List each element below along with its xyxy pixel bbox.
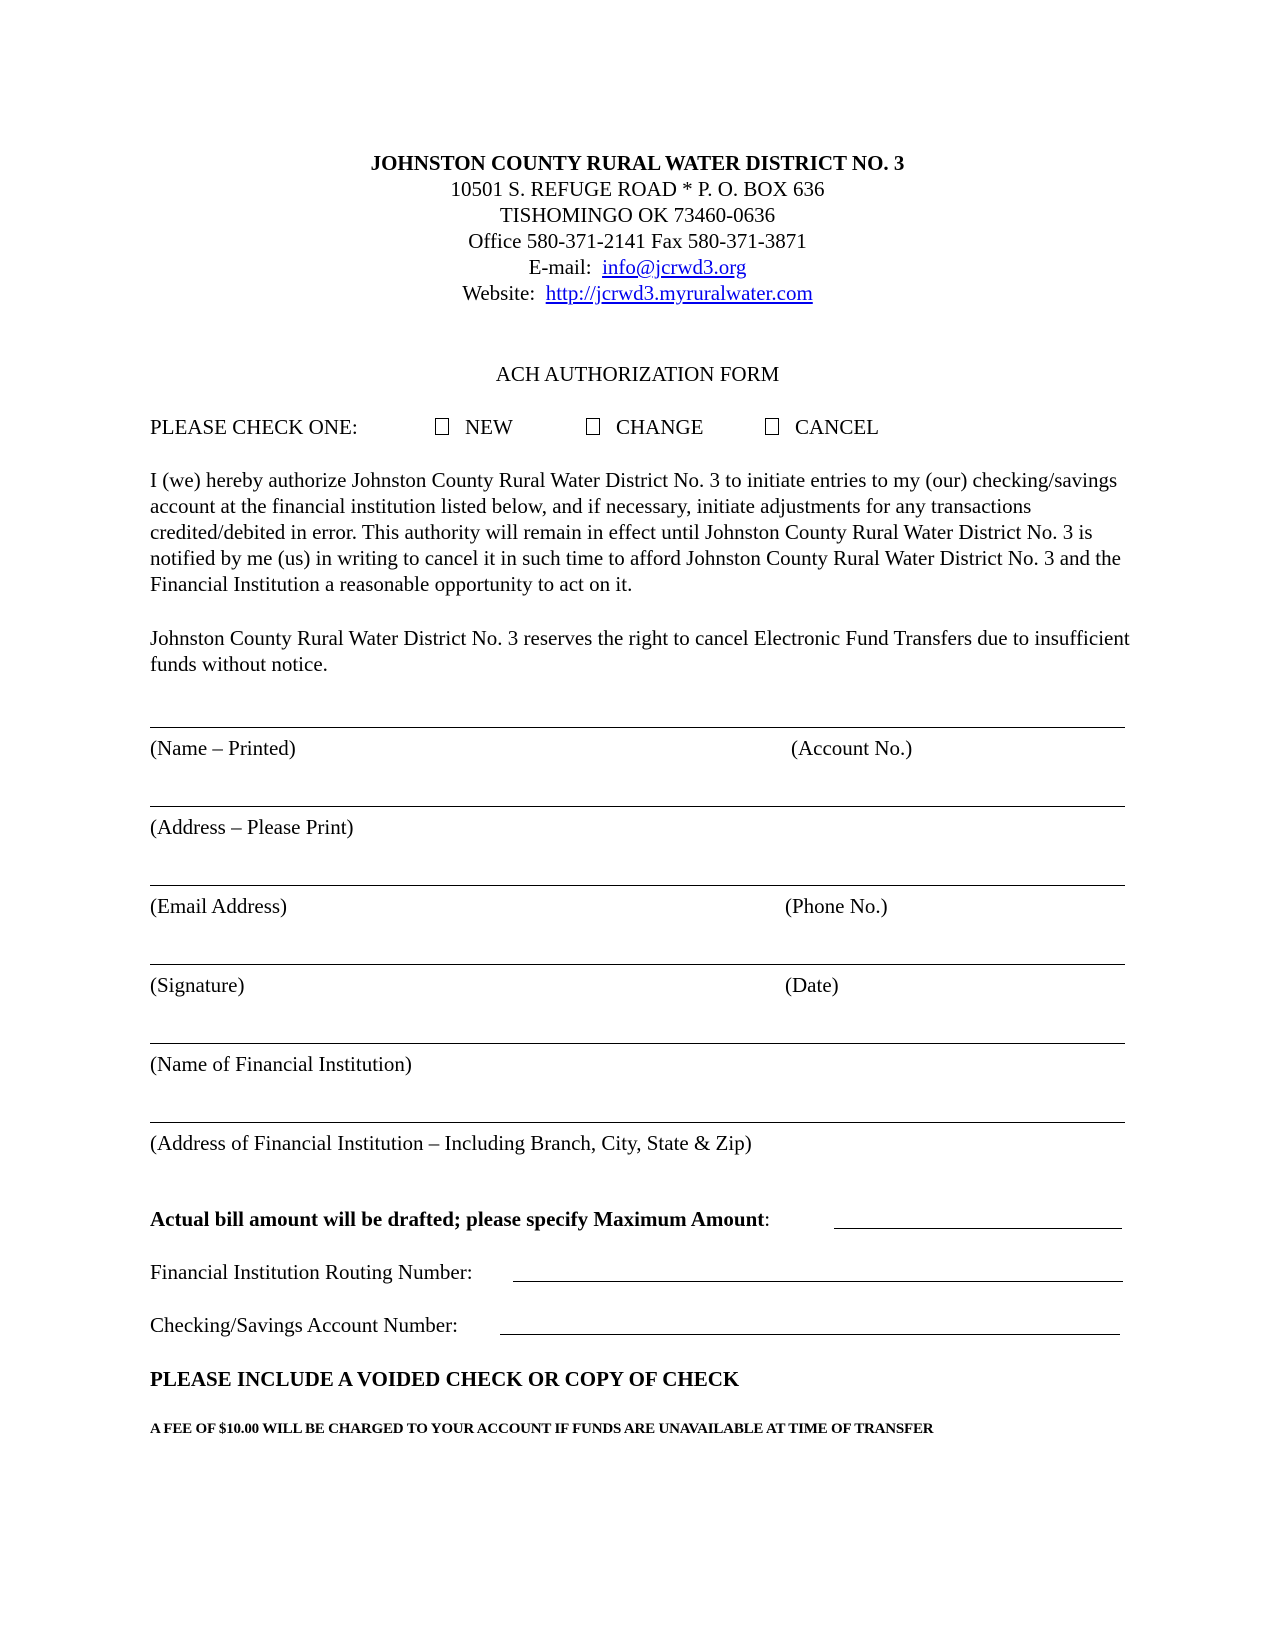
website-label: Website: xyxy=(462,281,536,305)
routing-number-blank[interactable] xyxy=(513,1281,1123,1282)
financial-institution-name-field[interactable] xyxy=(150,1043,1125,1095)
signature-date-field[interactable] xyxy=(150,964,1125,1016)
account-number-row xyxy=(150,1312,1125,1338)
org-address: 10501 S. REFUGE ROAD * P. O. BOX 636 xyxy=(450,177,825,201)
option-change[interactable] xyxy=(586,414,704,440)
email-link[interactable]: info@jcrwd3.org xyxy=(602,255,747,279)
account-number-label: Checking/Savings Account Number: xyxy=(150,1313,458,1337)
org-name: JOHNSTON COUNTY RURAL WATER DISTRICT NO. 3 xyxy=(370,151,905,175)
signature-line[interactable] xyxy=(150,727,1125,728)
date-caption: (Date) xyxy=(785,973,839,997)
option-change-label: CHANGE xyxy=(616,415,704,439)
fee-notice: A FEE OF $10.00 WILL BE CHARGED TO YOUR ACCOUNT IF FUNDS ARE UNAVAILABLE AT TIME OF TRANSFER xyxy=(150,1421,934,1437)
authorization-paragraph: I (we) hereby authorize Johnston County Rural Water District No. 3 to initiate entries to my (our) checking/savings account at the financial institution listed below, and if necessary, initiate adjustments for any transactions credited/debited in error. This authority will remain in effect until Johnston County Rural Water District No. 3 is notified by me (us) in writing to cancel it in such time to afford Johnston County Rural Water District No. 3 and the Financial Institution a reasonable opportunity to act on it. xyxy=(150,468,1121,596)
address-caption: (Address – Please Print) xyxy=(150,815,354,839)
signature-caption: (Signature) xyxy=(150,973,245,997)
account-number-blank[interactable] xyxy=(500,1334,1120,1335)
option-new-label: NEW xyxy=(465,415,513,439)
org-email-line xyxy=(0,254,1275,280)
email-caption: (Email Address) xyxy=(150,894,288,918)
max-amount-row xyxy=(150,1206,1125,1232)
checkbox-change[interactable] xyxy=(586,418,600,435)
voided-check-notice: PLEASE INCLUDE A VOIDED CHECK OR COPY OF CHECK xyxy=(150,1367,740,1391)
phone-caption: (Phone No.) xyxy=(785,894,888,918)
checkbox-new[interactable] xyxy=(435,418,449,435)
max-amount-bold: Actual bill amount will be drafted; please specify Maximum Amount xyxy=(150,1207,765,1231)
option-new[interactable] xyxy=(435,414,513,440)
email-phone-field[interactable] xyxy=(150,885,1125,937)
fin-name-caption: (Name of Financial Institution) xyxy=(150,1052,412,1076)
fin-address-caption: (Address of Financial Institution – Including Branch, City, State & Zip) xyxy=(150,1131,752,1155)
address-line[interactable] xyxy=(150,806,1125,807)
cancel-rights-paragraph: Johnston County Rural Water District No. 3 reserves the right to cancel Electronic Fund Transfers due to insufficient funds without notice. xyxy=(150,626,1130,676)
fin-name-line[interactable] xyxy=(150,1043,1125,1044)
routing-number-label: Financial Institution Routing Number: xyxy=(150,1260,473,1284)
org-phone-fax: Office 580-371-2141 Fax 580-371-3871 xyxy=(468,229,807,253)
org-city: TISHOMINGO OK 73460-0636 xyxy=(499,203,776,227)
address-field[interactable] xyxy=(150,806,1125,858)
max-amount-colon: : xyxy=(764,1207,771,1231)
email-phone-line[interactable] xyxy=(150,885,1125,886)
fin-address-line[interactable] xyxy=(150,1122,1125,1123)
option-cancel-label: CANCEL xyxy=(795,415,879,439)
financial-institution-address-field[interactable] xyxy=(150,1122,1125,1174)
check-one-label: PLEASE CHECK ONE: xyxy=(150,415,358,439)
max-amount-blank[interactable] xyxy=(834,1228,1122,1229)
max-amount-label xyxy=(150,1206,770,1232)
name-caption: (Name – Printed) xyxy=(150,736,296,760)
checkbox-cancel[interactable] xyxy=(765,418,779,435)
letterhead xyxy=(0,150,1275,306)
signature-date-line[interactable] xyxy=(150,964,1125,965)
website-link[interactable]: http://jcrwd3.myruralwater.com xyxy=(545,281,813,305)
name-account-field[interactable] xyxy=(150,727,1125,779)
org-website-line xyxy=(0,280,1275,306)
check-one-row xyxy=(150,414,1130,440)
form-title: ACH AUTHORIZATION FORM xyxy=(495,362,780,386)
email-label: E-mail: xyxy=(528,255,592,279)
option-cancel[interactable] xyxy=(765,414,879,440)
account-no-caption: (Account No.) xyxy=(791,736,913,760)
routing-number-row xyxy=(150,1259,1125,1285)
